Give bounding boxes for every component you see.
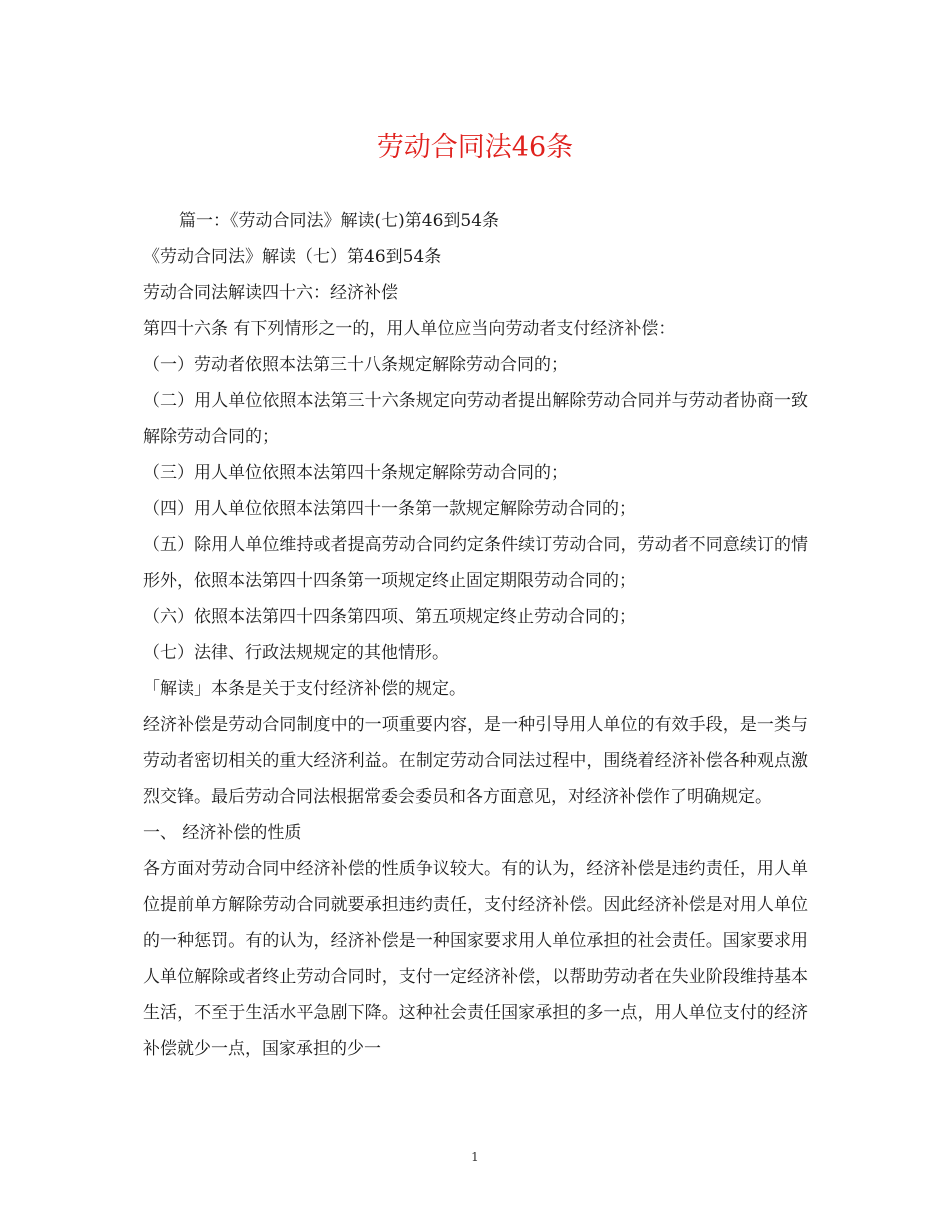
paragraph-article-46: 第四十六条 有下列情形之一的，用人单位应当向劳动者支付经济补偿： [143,319,676,339]
paragraph-section-heading: 劳动合同法解读四十六：经济补偿 [143,283,398,303]
paragraph-item-4: （四）用人单位依照本法第四十一条第一款规定解除劳动合同的； [143,499,636,519]
paragraph-item-5: （五）除用人单位维持或者提高劳动合同约定条件续订劳动合同，劳动者不同意续订的情形外，依照本法第四十四条第一项规定终止固定期限劳动合同的； [143,535,808,591]
document-body [143,203,808,1067]
paragraph-item-2: （二）用人单位依照本法第三十六条规定向劳动者提出解除劳动合同并与劳动者协商一致解除劳动合同的； [143,391,808,447]
paragraph-nature-debate: 各方面对劳动合同中经济补偿的性质争议较大。有的认为，经济补偿是违约责任，用人单位提前单方解除劳动合同就要承担违约责任，支付经济补偿。因此经济补偿是对用人单位的一种惩罚。有的认为，经济补偿是一种国家要求用人单位承担的社会责任。国家要求用人单位解除或者终止劳动合同时，支付一定经济补偿，以帮助劳动者在失业阶段维持基本生活，不至于生活水平急剧下降。这种社会责任国家承担的多一点，用人单位支付的经济补偿就少一点，国家承担的少一 [143,859,808,1059]
paragraph-item-6: （六）依照本法第四十四条第四项、第五项规定终止劳动合同的； [143,607,636,627]
paragraph-item-1: （一）劳动者依照本法第三十八条规定解除劳动合同的； [143,355,568,375]
document-title: 劳动合同法46条 [376,132,574,163]
paragraph-subtitle: 《劳动合同法》解读（七）第46到54条 [143,247,442,267]
paragraph-interpretation: 「解读」本条是关于支付经济补偿的规定。 [143,679,466,699]
paragraph-economic-compensation: 经济补偿是劳动合同制度中的一项重要内容，是一种引导用人单位的有效手段，是一类与劳动者密切相关的重大经济利益。在制定劳动合同法过程中，围绕着经济补偿各种观点激烈交锋。最后劳动合同法根据常委会委员和各方面意见，对经济补偿作了明确规定。 [143,715,808,807]
paragraph-chapter-heading: 篇一：《劳动合同法》解读(七)第46到54条 [179,211,500,231]
page-number: 1 [471,1150,479,1164]
paragraph-item-7: （七）法律、行政法规规定的其他情形。 [143,643,449,663]
paragraph-item-3: （三）用人单位依照本法第四十条规定解除劳动合同的； [143,463,568,483]
paragraph-heading-nature: 一、 经济补偿的性质 [143,823,302,843]
